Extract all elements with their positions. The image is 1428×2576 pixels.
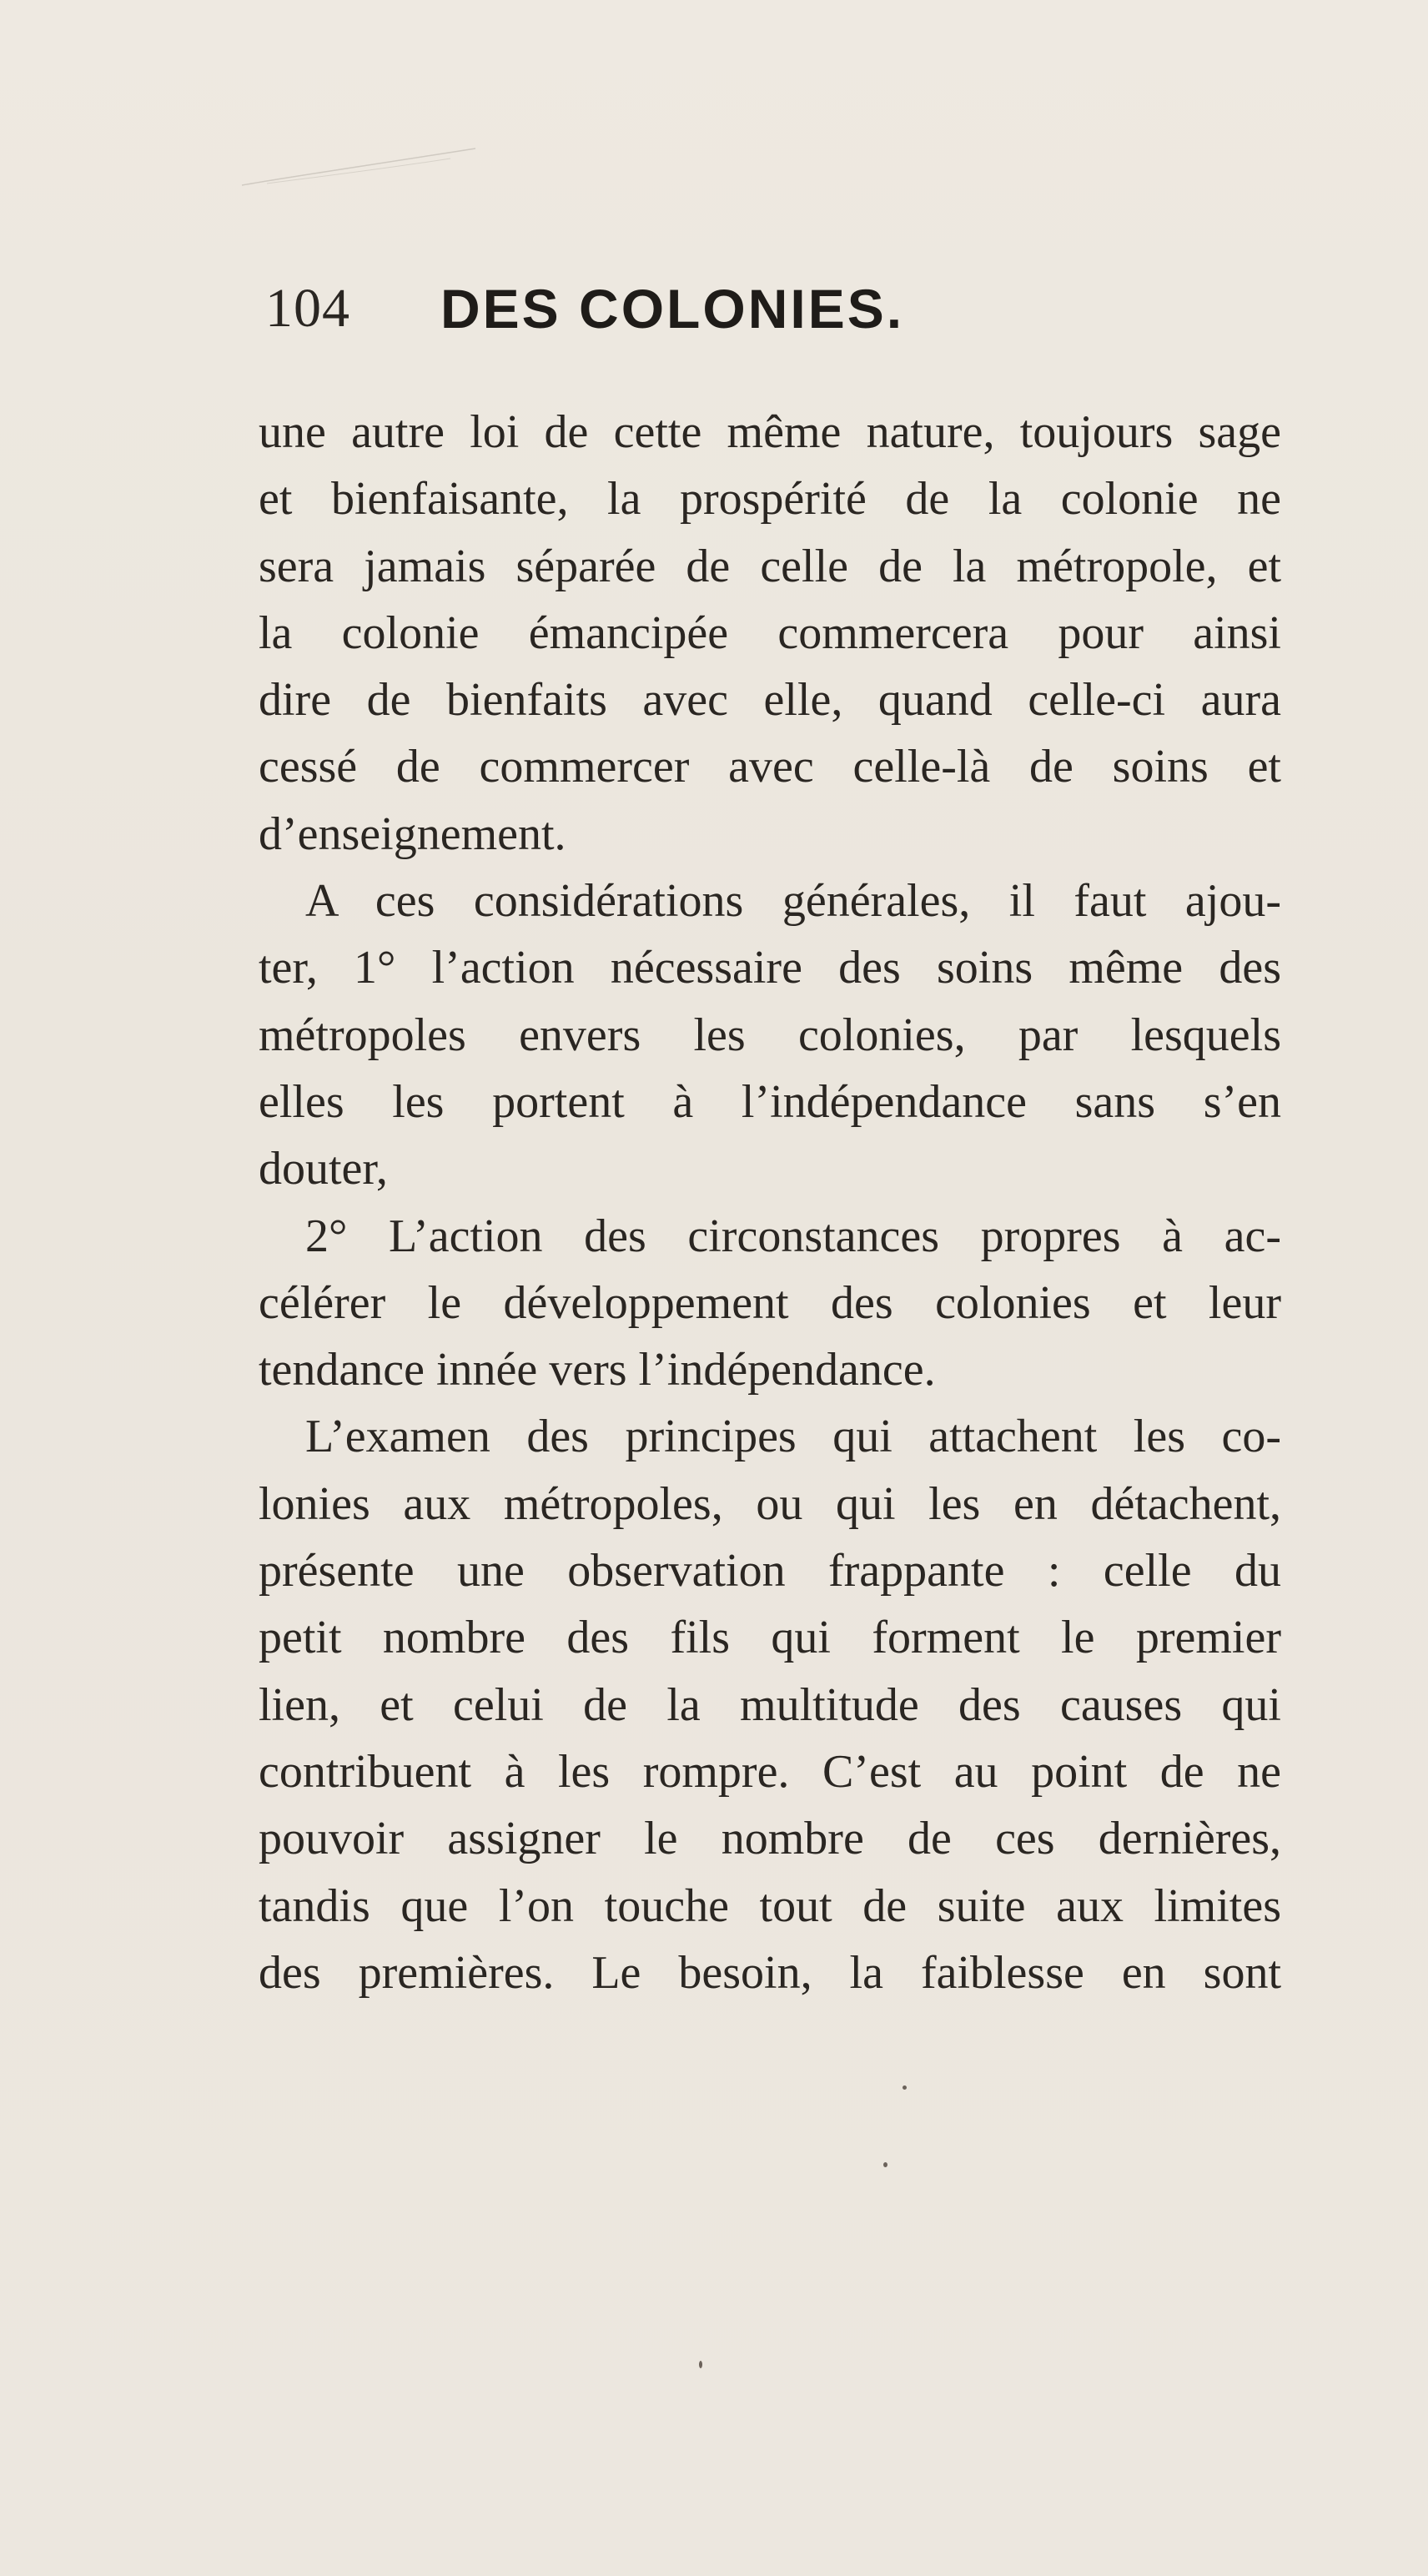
text-line: contribuent à les rompre. C’est au point de ne [259, 1745, 1281, 1798]
running-head: DES COLONIES. [440, 278, 905, 340]
text-line: et bienfaisante, la prospérité de la colonie ne [259, 473, 1281, 526]
text-line: petit nombre des fils qui forment le premier [259, 1612, 1281, 1664]
text-line: tandis que l’on touche tout de suite aux limites [259, 1879, 1281, 1932]
text-line: L’examen des principes qui attachent les co- [305, 1411, 1281, 1463]
text-line: douter, [259, 1143, 388, 1195]
text-line: sera jamais séparée de celle de la métropole, et [259, 540, 1281, 592]
text-line: métropoles envers les colonies, par lesquels [259, 1009, 1281, 1061]
text-line: d’enseignement. [259, 808, 566, 860]
text-line: célérer le développement des colonies et leur [259, 1276, 1281, 1329]
text-line: une autre loi de cette même nature, toujours sage [259, 406, 1281, 458]
ink-speck [903, 2085, 907, 2090]
paper-scuff-mark [234, 142, 484, 192]
text-line: pouvoir assigner le nombre de ces dernières, [259, 1813, 1281, 1865]
page-number: 104 [265, 278, 350, 339]
text-line: 2° L’action des circonstances propres à ac- [305, 1210, 1281, 1262]
text-line: la colonie émancipée commercera pour ainsi [259, 606, 1281, 659]
page-header [265, 271, 1266, 355]
text-line: cessé de commercer avec celle-là de soins et [259, 741, 1281, 793]
text-line: présente une observation frappante : celle du [259, 1545, 1281, 1597]
text-line: dire de bienfaits avec elle, quand celle-ci aura [259, 674, 1281, 727]
ink-speck [699, 2361, 702, 2368]
text-line: lonies aux métropoles, ou qui les en détachent, [259, 1477, 1281, 1530]
body-text [259, 399, 1281, 2006]
ink-speck [883, 2162, 887, 2167]
text-line: ter, 1° l’action nécessaire des soins même des [259, 942, 1281, 994]
text-line: elles les portent à l’indépendance sans s’en [259, 1075, 1281, 1128]
text-line: lien, et celui de la multitude des causes qui [259, 1678, 1281, 1731]
text-line: A ces considérations générales, il faut ajou- [305, 875, 1281, 928]
text-line: des premières. Le besoin, la faiblesse en sont [259, 1946, 1281, 1999]
text-line: tendance innée vers l’indépendance. [259, 1344, 936, 1396]
